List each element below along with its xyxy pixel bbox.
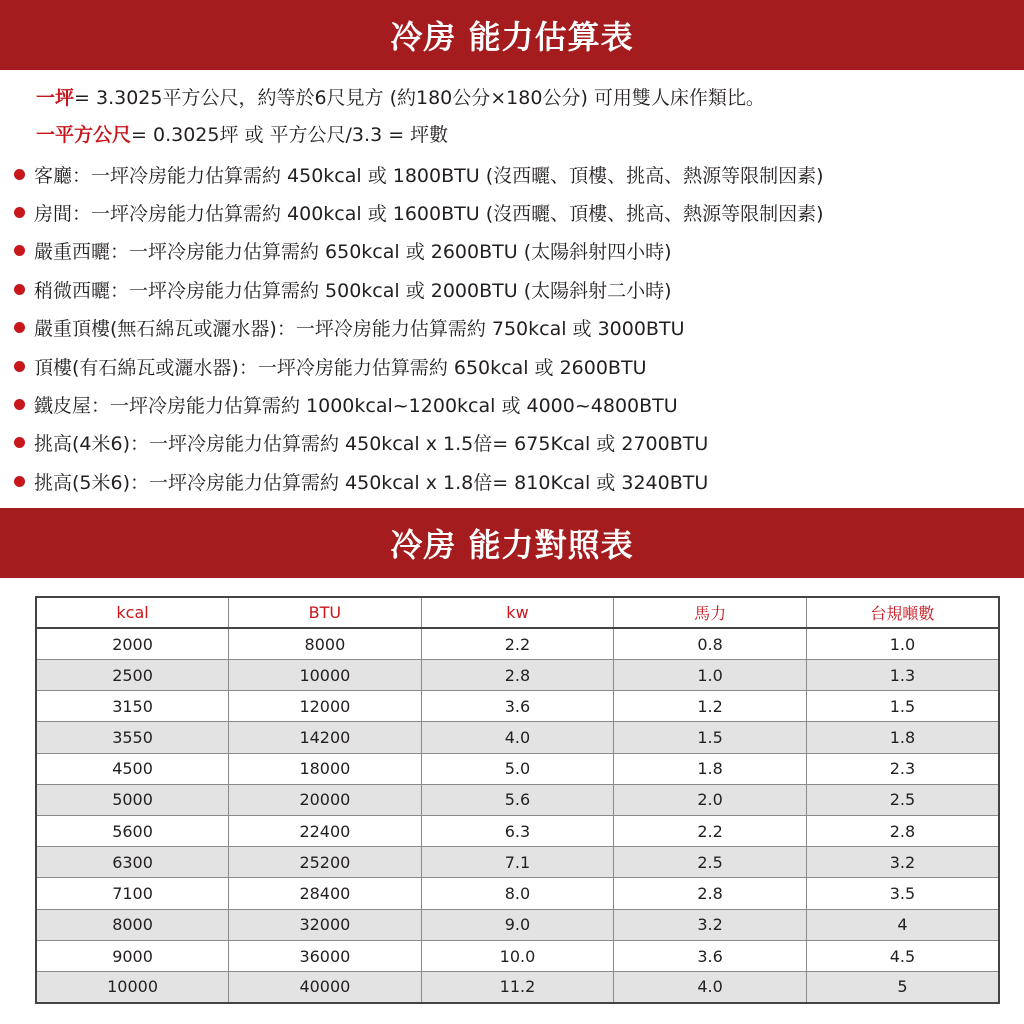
rule-text: 鐵皮屋：一坪冷房能力估算需約 1000kcal~1200kcal 或 4000~4800BTU — [34, 395, 678, 418]
estimate-title: 冷房 能力估算表 — [390, 18, 634, 56]
definition-text: = 3.3025平方公尺，約等於6尺見方 (約180公分×180公分) 可用雙人床作類比。 — [74, 87, 765, 109]
table-cell: 22400 — [229, 816, 422, 847]
table-row — [36, 878, 999, 909]
table-row — [36, 847, 999, 878]
table-cell: 36000 — [229, 940, 422, 971]
estimate-title-banner — [0, 0, 1024, 70]
table-cell: 1.0 — [614, 659, 807, 690]
table-cell: 14200 — [229, 722, 422, 753]
table-cell: 0.8 — [614, 628, 807, 659]
rule-text: 客廳：一坪冷房能力估算需約 450kcal 或 1800BTU (沒西曬、頂樓、挑高、熱源等限制因素) — [34, 164, 824, 187]
table-body — [36, 628, 999, 1003]
column-header-horsepower: 馬力 — [614, 597, 807, 628]
bullet-icon — [14, 207, 25, 218]
table-cell: 10.0 — [421, 940, 614, 971]
rule-text: 挑高(4米6)：一坪冷房能力估算需約 450kcal x 1.5倍= 675Kcal 或 2700BTU — [34, 433, 709, 456]
table-cell: 5000 — [36, 784, 229, 815]
bullet-icon — [14, 245, 25, 256]
comparison-table-container — [35, 596, 1000, 1004]
rule-item — [0, 155, 1024, 193]
table-cell: 1.8 — [614, 753, 807, 784]
definition-square-meter — [0, 115, 1024, 152]
table-cell: 4.5 — [806, 940, 999, 971]
table-cell: 2.8 — [421, 659, 614, 690]
table-cell: 11.2 — [421, 972, 614, 1003]
table-cell: 9.0 — [421, 909, 614, 940]
table-cell: 2.5 — [614, 847, 807, 878]
table-cell: 2500 — [36, 659, 229, 690]
table-cell: 3.2 — [806, 847, 999, 878]
rule-text: 嚴重西曬：一坪冷房能力估算需約 650kcal 或 2600BTU (太陽斜射四小時) — [34, 241, 672, 264]
table-cell: 3150 — [36, 691, 229, 722]
definition-term: 一平方公尺 — [36, 124, 132, 146]
table-cell: 2.2 — [614, 816, 807, 847]
rule-item — [0, 232, 1024, 270]
comparison-title: 冷房 能力對照表 — [390, 526, 634, 564]
rule-text: 稍微西曬：一坪冷房能力估算需約 500kcal 或 2000BTU (太陽斜射二小時) — [34, 279, 672, 302]
table-cell: 5600 — [36, 816, 229, 847]
table-row — [36, 691, 999, 722]
table-cell: 5 — [806, 972, 999, 1003]
definition-term: 一坪 — [36, 87, 75, 109]
table-cell: 4 — [806, 909, 999, 940]
table-cell: 9000 — [36, 940, 229, 971]
column-header-btu: BTU — [229, 597, 422, 628]
table-cell: 2.8 — [614, 878, 807, 909]
table-cell: 1.3 — [806, 659, 999, 690]
column-header-kw: kw — [421, 597, 614, 628]
table-cell: 7100 — [36, 878, 229, 909]
bullet-icon — [14, 399, 25, 410]
definition-ping — [0, 78, 1024, 115]
table-cell: 3550 — [36, 722, 229, 753]
comparison-table — [35, 596, 1000, 1004]
table-cell: 20000 — [229, 784, 422, 815]
table-cell: 18000 — [229, 753, 422, 784]
definition-text: = 0.3025坪 或 平方公尺/3.3 = 坪數 — [131, 124, 449, 146]
rule-text: 房間：一坪冷房能力估算需約 400kcal 或 1600BTU (沒西曬、頂樓、挑高、熱源等限制因素) — [34, 203, 824, 226]
table-cell: 12000 — [229, 691, 422, 722]
table-cell: 32000 — [229, 909, 422, 940]
table-row — [36, 784, 999, 815]
table-cell: 4500 — [36, 753, 229, 784]
table-row — [36, 659, 999, 690]
rule-item — [0, 462, 1024, 500]
column-header-kcal: kcal — [36, 597, 229, 628]
table-header-row — [36, 597, 999, 628]
table-cell: 8000 — [36, 909, 229, 940]
bullet-icon — [14, 361, 25, 372]
table-row — [36, 816, 999, 847]
table-cell: 5.0 — [421, 753, 614, 784]
bullet-icon — [14, 169, 25, 180]
column-header-tonnage: 台規噸數 — [806, 597, 999, 628]
bullet-icon — [14, 322, 25, 333]
bullet-icon — [14, 437, 25, 448]
table-cell: 8.0 — [421, 878, 614, 909]
table-cell: 1.5 — [614, 722, 807, 753]
table-cell: 3.5 — [806, 878, 999, 909]
rule-item — [0, 347, 1024, 385]
table-cell: 5.6 — [421, 784, 614, 815]
rule-text: 嚴重頂樓(無石綿瓦或灑水器)：一坪冷房能力估算需約 750kcal 或 3000BTU — [34, 318, 685, 341]
table-cell: 40000 — [229, 972, 422, 1003]
rule-item — [0, 193, 1024, 231]
table-cell: 10000 — [36, 972, 229, 1003]
table-row — [36, 972, 999, 1003]
rule-item — [0, 385, 1024, 423]
table-row — [36, 940, 999, 971]
table-cell: 2.8 — [806, 816, 999, 847]
table-cell: 2.5 — [806, 784, 999, 815]
table-cell: 4.0 — [614, 972, 807, 1003]
table-row — [36, 753, 999, 784]
table-cell: 2.3 — [806, 753, 999, 784]
table-cell: 2000 — [36, 628, 229, 659]
table-row — [36, 722, 999, 753]
table-cell: 6300 — [36, 847, 229, 878]
table-cell: 25200 — [229, 847, 422, 878]
rule-item — [0, 270, 1024, 308]
rule-text: 挑高(5米6)：一坪冷房能力估算需約 450kcal x 1.8倍= 810Kcal 或 3240BTU — [34, 471, 709, 494]
table-cell: 2.2 — [421, 628, 614, 659]
table-cell: 1.2 — [614, 691, 807, 722]
table-cell: 1.5 — [806, 691, 999, 722]
rule-item — [0, 309, 1024, 347]
table-cell: 3.6 — [421, 691, 614, 722]
table-cell: 2.0 — [614, 784, 807, 815]
table-cell: 4.0 — [421, 722, 614, 753]
table-cell: 10000 — [229, 659, 422, 690]
bullet-icon — [14, 476, 25, 487]
definitions — [0, 78, 1024, 152]
table-row — [36, 628, 999, 659]
table-cell: 1.0 — [806, 628, 999, 659]
comparison-title-banner — [0, 508, 1024, 578]
table-cell: 7.1 — [421, 847, 614, 878]
table-cell: 8000 — [229, 628, 422, 659]
bullet-icon — [14, 284, 25, 295]
table-row — [36, 909, 999, 940]
table-cell: 3.6 — [614, 940, 807, 971]
table-cell: 1.8 — [806, 722, 999, 753]
table-cell: 6.3 — [421, 816, 614, 847]
rule-text: 頂樓(有石綿瓦或灑水器)：一坪冷房能力估算需約 650kcal 或 2600BTU — [34, 356, 647, 379]
estimate-rules-list — [0, 155, 1024, 501]
table-cell: 28400 — [229, 878, 422, 909]
table-cell: 3.2 — [614, 909, 807, 940]
rule-item — [0, 424, 1024, 462]
